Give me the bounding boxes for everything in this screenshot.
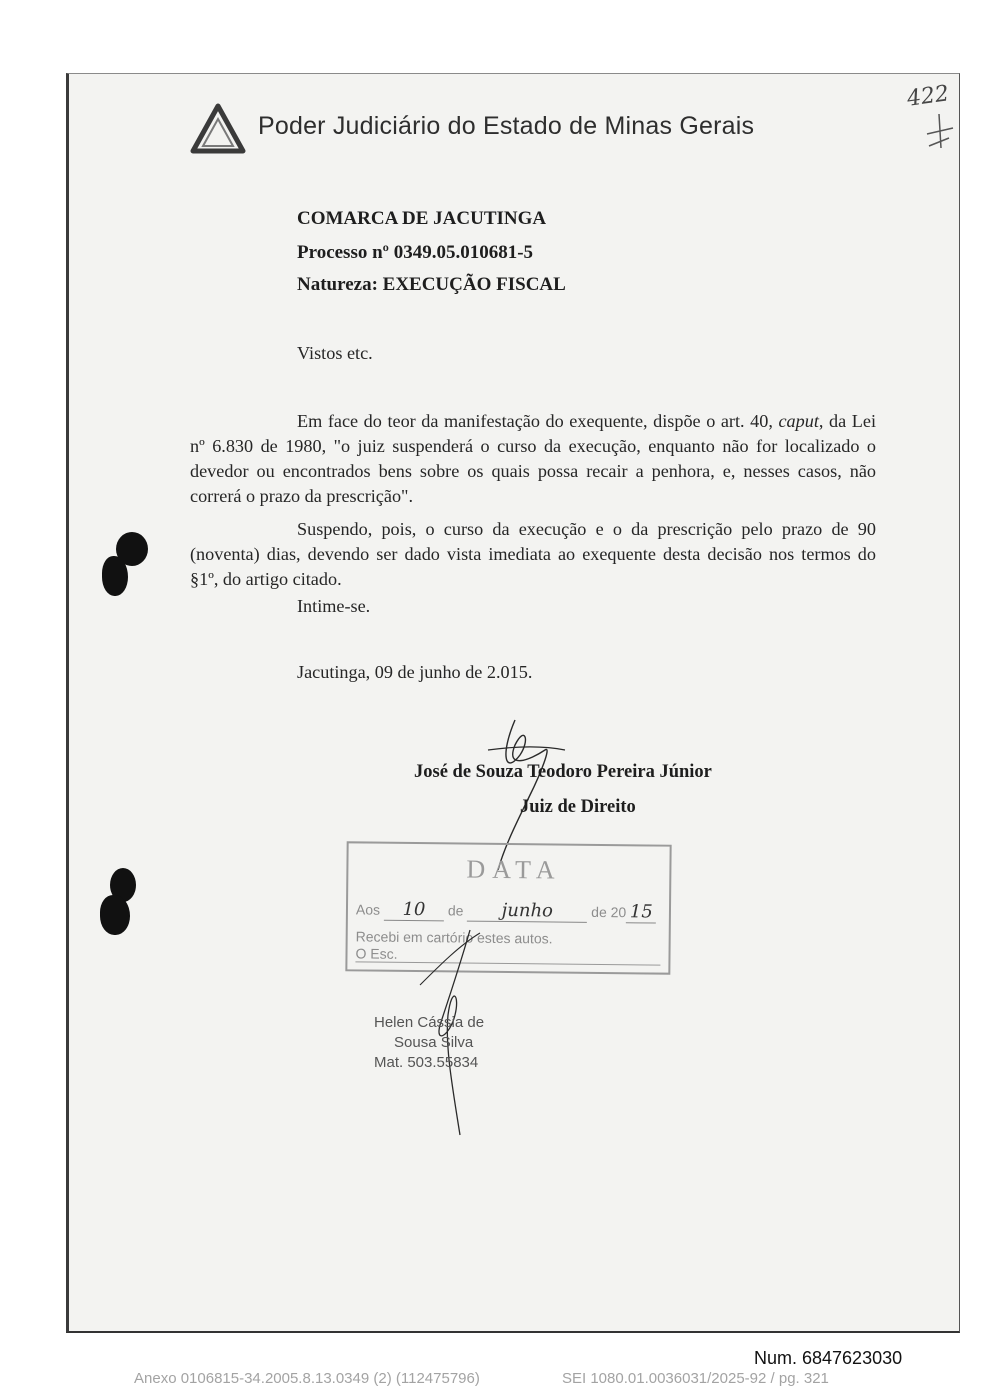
stamp-year-prefix: de 20 [591,903,627,921]
stamp-day: 10 [402,898,426,921]
opening-text: Vistos etc. [297,343,373,363]
handwritten-page-number-text: 422 [905,81,951,112]
paragraph-1-part-a: Em face do teor da manifestação do exequente, dispõe o art. 40, [297,411,779,431]
paragraph-art-40 [190,409,876,509]
court-logo-icon [190,103,246,155]
stamp-aos-label: Aos [355,901,381,918]
processo-heading: Processo nº 0349.05.010681-5 [297,242,534,263]
place-date: Jacutinga, 09 de junho de 2.015. [297,662,533,682]
stamp-month: junho [501,899,554,922]
date-stamp [345,841,671,974]
stamp-date-line [356,898,657,923]
stamp-received-text: Recebi em cartório estes autos. [355,928,553,947]
caput-term: caput [778,411,819,431]
paragraph-2-text: Suspendo, pois, o curso da execução e o da prescrição pelo prazo de 90 (noventa) dias, devendo ser dado vista imediata ao exequente desta decisão nos termos do §1º, do artigo citado. [190,519,876,589]
handwritten-mark-icon [919,112,959,152]
document-number: Num. 6847623030 [754,1348,903,1368]
stamp-esc-line [355,945,660,965]
judge-role: Juiz de Direito [520,797,636,817]
judge-name: José de Souza Teodoro Pereira Júnior [414,762,712,782]
clerk-line-1: Helen Cássia de [374,1014,485,1031]
clerk-identification [374,1013,524,1073]
sei-reference: SEI 1080.01.0036031/2025-92 / pg. 321 [562,1370,829,1387]
clerk-line-2: Sousa Silva [394,1034,474,1051]
paragraph-suspension [190,517,876,592]
stamp-title: DATA [466,854,562,885]
punch-hole-bottom-2 [100,895,130,935]
comarca-heading: COMARCA DE JACUTINGA [297,208,547,229]
stamp-esc-label: O Esc. [355,945,398,962]
clerk-line-3: Mat. 503.55834 [374,1054,479,1071]
court-name: Poder Judiciário do Estado de Minas Gerais [258,112,755,140]
annex-reference: Anexo 0106815-34.2005.8.13.0349 (2) (112475796) [134,1370,480,1387]
natureza-heading: Natureza: EXECUÇÃO FISCAL [297,274,566,295]
punch-hole-top-2 [102,556,128,596]
handwritten-page-number [905,82,965,152]
intime-text: Intime-se. [297,596,371,616]
stamp-de-label: de [447,902,464,919]
paragraph-1-part-b: , da Lei nº 6.830 de 1980, "o juiz suspenderá o curso da execução, enquanto não for localizado o devedor ou encontrados bens sobre os quais possa recair a penhora, e, nesses casos, não correrá o prazo da prescrição". [190,411,877,506]
stamp-year-suffix: 15 [629,901,653,923]
